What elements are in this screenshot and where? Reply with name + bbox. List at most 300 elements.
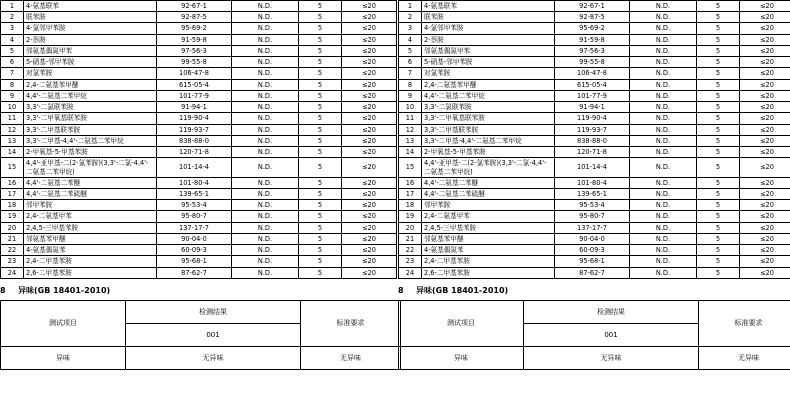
odor-header-result: 检测结果 bbox=[126, 300, 301, 323]
substance-name: 3,3'-二氯联苯胺 bbox=[24, 102, 157, 113]
standard-limit: ≤20 bbox=[740, 1, 790, 12]
test-result: N.D. bbox=[232, 158, 299, 177]
substance-name: 4,4'-二氨基二苯甲烷 bbox=[24, 90, 157, 101]
substance-name: 邻氨基苯甲醚 bbox=[24, 233, 157, 244]
standard-limit: ≤20 bbox=[342, 113, 397, 124]
substance-name: 3,3'-二甲基-4,4'-二氨基二苯甲烷 bbox=[422, 135, 555, 146]
standard-limit: ≤20 bbox=[740, 256, 790, 267]
standard-limit: ≤20 bbox=[740, 12, 790, 23]
cas-number: 139-65-1 bbox=[555, 188, 630, 199]
table-row bbox=[1, 188, 397, 199]
substance-name: 3,3'-二甲基联苯胺 bbox=[24, 124, 157, 135]
uncertainty: 5 bbox=[697, 158, 740, 177]
substance-name: 4-氯邻甲苯胺 bbox=[24, 23, 157, 34]
row-index: 4 bbox=[399, 34, 422, 45]
table-row bbox=[399, 102, 790, 113]
row-index: 10 bbox=[1, 102, 24, 113]
cas-number: 101-14-4 bbox=[555, 158, 630, 177]
table-row bbox=[1, 124, 397, 135]
standard-limit: ≤20 bbox=[342, 188, 397, 199]
test-result: N.D. bbox=[232, 34, 299, 45]
cas-number: 101-80-4 bbox=[157, 177, 232, 188]
table-row bbox=[399, 124, 790, 135]
row-index: 15 bbox=[399, 158, 422, 177]
cas-number: 95-80-7 bbox=[555, 211, 630, 222]
test-result: N.D. bbox=[232, 23, 299, 34]
uncertainty: 5 bbox=[697, 188, 740, 199]
table-row bbox=[399, 57, 790, 68]
substance-name: 3,3'-二氯联苯胺 bbox=[422, 102, 555, 113]
uncertainty: 5 bbox=[697, 68, 740, 79]
cas-number: 91-94-1 bbox=[555, 102, 630, 113]
test-result: N.D. bbox=[232, 256, 299, 267]
substance-name: 邻氨基偶氮甲苯 bbox=[422, 45, 555, 56]
table-row bbox=[399, 12, 790, 23]
row-index: 18 bbox=[1, 200, 24, 211]
test-result: N.D. bbox=[232, 79, 299, 90]
uncertainty: 5 bbox=[299, 135, 342, 146]
cas-number: 101-14-4 bbox=[157, 158, 232, 177]
cas-number: 97-56-3 bbox=[555, 45, 630, 56]
standard-limit: ≤20 bbox=[342, 177, 397, 188]
test-result: N.D. bbox=[630, 233, 697, 244]
standard-limit: ≤20 bbox=[740, 233, 790, 244]
table-row bbox=[399, 23, 790, 34]
odor-section-heading bbox=[398, 285, 783, 296]
standard-limit: ≤20 bbox=[740, 90, 790, 101]
substance-name: 2,4-二氨基甲苯 bbox=[24, 211, 157, 222]
uncertainty: 5 bbox=[697, 113, 740, 124]
uncertainty: 5 bbox=[299, 177, 342, 188]
standard-limit: ≤20 bbox=[342, 245, 397, 256]
standard-limit: ≤20 bbox=[342, 34, 397, 45]
uncertainty: 5 bbox=[697, 256, 740, 267]
row-index: 1 bbox=[399, 1, 422, 12]
substance-name: 4,4'-二氨基二苯硫醚 bbox=[24, 188, 157, 199]
table-row bbox=[399, 222, 790, 233]
odor-section-number: 8 bbox=[0, 285, 6, 295]
row-index: 6 bbox=[1, 57, 24, 68]
row-index: 8 bbox=[399, 79, 422, 90]
uncertainty: 5 bbox=[299, 23, 342, 34]
standard-limit: ≤20 bbox=[342, 57, 397, 68]
cas-number: 120-71-8 bbox=[157, 147, 232, 158]
standard-limit: ≤20 bbox=[740, 158, 790, 177]
substance-name: 邻氨基苯甲醚 bbox=[422, 233, 555, 244]
table-row bbox=[399, 267, 790, 278]
cas-number: 99-55-8 bbox=[555, 57, 630, 68]
table-row bbox=[1, 1, 397, 12]
substance-name: 4,4'-二氨基二苯甲烷 bbox=[422, 90, 555, 101]
table-row bbox=[399, 188, 790, 199]
substance-name: 4,4'-二氨基二苯醚 bbox=[24, 177, 157, 188]
standard-limit: ≤20 bbox=[740, 188, 790, 199]
cas-number: 615-05-4 bbox=[157, 79, 232, 90]
uncertainty: 5 bbox=[299, 233, 342, 244]
table-row bbox=[399, 158, 790, 177]
table-row bbox=[1, 177, 397, 188]
cas-number: 92-67-1 bbox=[157, 1, 232, 12]
test-result: N.D. bbox=[232, 68, 299, 79]
uncertainty: 5 bbox=[299, 79, 342, 90]
cas-number: 95-53-4 bbox=[555, 200, 630, 211]
odor-sample-id: 001 bbox=[126, 323, 301, 346]
odor-header-standard: 标准要求 bbox=[301, 300, 401, 346]
row-index: 19 bbox=[399, 211, 422, 222]
table-row bbox=[399, 113, 790, 124]
uncertainty: 5 bbox=[697, 200, 740, 211]
odor-header-result: 检测结果 bbox=[524, 300, 699, 323]
odor-header-item: 测试项目 bbox=[1, 300, 126, 346]
row-index: 3 bbox=[399, 23, 422, 34]
table-row bbox=[399, 233, 790, 244]
table-row bbox=[399, 177, 790, 188]
odor-section-heading bbox=[0, 285, 385, 296]
cas-number: 91-94-1 bbox=[157, 102, 232, 113]
row-index: 23 bbox=[399, 256, 422, 267]
cas-number: 90-04-0 bbox=[555, 233, 630, 244]
row-index: 11 bbox=[1, 113, 24, 124]
table-row bbox=[1, 34, 397, 45]
uncertainty: 5 bbox=[697, 245, 740, 256]
test-result: N.D. bbox=[232, 1, 299, 12]
standard-limit: ≤20 bbox=[342, 233, 397, 244]
test-result: N.D. bbox=[630, 1, 697, 12]
cas-number: 97-56-3 bbox=[157, 45, 232, 56]
standard-limit: ≤20 bbox=[740, 79, 790, 90]
cas-number: 90-04-0 bbox=[157, 233, 232, 244]
standard-limit: ≤20 bbox=[342, 12, 397, 23]
table-row bbox=[399, 45, 790, 56]
row-index: 12 bbox=[1, 124, 24, 135]
test-result: N.D. bbox=[630, 12, 697, 23]
test-result: N.D. bbox=[630, 34, 697, 45]
substance-name: 4,4'-二氨基二苯醚 bbox=[422, 177, 555, 188]
odor-sample-id: 001 bbox=[524, 323, 699, 346]
uncertainty: 5 bbox=[697, 102, 740, 113]
table-row bbox=[1, 256, 397, 267]
page-column-right bbox=[398, 0, 783, 400]
cas-number: 119-90-4 bbox=[555, 113, 630, 124]
uncertainty: 5 bbox=[697, 57, 740, 68]
table-row bbox=[1, 147, 397, 158]
substance-name: 4,4'-亚甲基-二(2-氯苯胺)(3,3'-二氯-4,4'-二氨基二苯甲烷) bbox=[24, 158, 157, 177]
row-index: 4 bbox=[1, 34, 24, 45]
cas-number: 95-80-7 bbox=[157, 211, 232, 222]
substance-name: 联苯胺 bbox=[422, 12, 555, 23]
substance-name: 邻甲苯胺 bbox=[422, 200, 555, 211]
uncertainty: 5 bbox=[697, 23, 740, 34]
test-result: N.D. bbox=[630, 177, 697, 188]
uncertainty: 5 bbox=[299, 113, 342, 124]
test-result: N.D. bbox=[630, 147, 697, 158]
substance-name: 2-甲氧基-5-甲基苯胺 bbox=[24, 147, 157, 158]
test-result: N.D. bbox=[630, 57, 697, 68]
odor-item-standard: 无异味 bbox=[699, 346, 790, 369]
row-index: 16 bbox=[399, 177, 422, 188]
cas-number: 101-77-9 bbox=[555, 90, 630, 101]
odor-data-row bbox=[1, 346, 401, 369]
row-index: 24 bbox=[399, 267, 422, 278]
row-index: 15 bbox=[1, 158, 24, 177]
odor-header-standard: 标准要求 bbox=[699, 300, 790, 346]
substance-name: 2,4-二氨基苯甲醚 bbox=[422, 79, 555, 90]
test-result: N.D. bbox=[232, 135, 299, 146]
substance-name: 2-萘胺 bbox=[422, 34, 555, 45]
substance-name: 3,3'-二甲氧基联苯胺 bbox=[24, 113, 157, 124]
table-row bbox=[1, 267, 397, 278]
substance-name: 4-氨基联苯 bbox=[24, 1, 157, 12]
table-row bbox=[1, 57, 397, 68]
test-result: N.D. bbox=[232, 147, 299, 158]
uncertainty: 5 bbox=[299, 1, 342, 12]
substance-name: 2,4,5-三甲基苯胺 bbox=[24, 222, 157, 233]
test-result: N.D. bbox=[232, 200, 299, 211]
uncertainty: 5 bbox=[697, 267, 740, 278]
uncertainty: 5 bbox=[299, 124, 342, 135]
table-row bbox=[1, 113, 397, 124]
standard-limit: ≤20 bbox=[740, 200, 790, 211]
standard-limit: ≤20 bbox=[740, 68, 790, 79]
row-index: 7 bbox=[1, 68, 24, 79]
row-index: 3 bbox=[1, 23, 24, 34]
cas-number: 87-62-7 bbox=[157, 267, 232, 278]
standard-limit: ≤20 bbox=[740, 245, 790, 256]
substance-name: 3,3'-二甲基联苯胺 bbox=[422, 124, 555, 135]
row-index: 2 bbox=[399, 12, 422, 23]
uncertainty: 5 bbox=[697, 147, 740, 158]
uncertainty: 5 bbox=[697, 135, 740, 146]
row-index: 20 bbox=[399, 222, 422, 233]
substance-name: 邻氨基偶氮甲苯 bbox=[24, 45, 157, 56]
table-row bbox=[1, 45, 397, 56]
odor-table-left bbox=[0, 300, 401, 370]
uncertainty: 5 bbox=[697, 124, 740, 135]
row-index: 14 bbox=[1, 147, 24, 158]
substance-name: 对氯苯胺 bbox=[422, 68, 555, 79]
odor-section-number: 8 bbox=[398, 285, 404, 295]
table-row bbox=[1, 90, 397, 101]
odor-section-title: 异味(GB 18401-2010) bbox=[416, 285, 509, 295]
table-row bbox=[399, 135, 790, 146]
uncertainty: 5 bbox=[697, 233, 740, 244]
standard-limit: ≤20 bbox=[740, 211, 790, 222]
odor-item-result: 无异味 bbox=[524, 346, 699, 369]
test-result: N.D. bbox=[630, 102, 697, 113]
table-row bbox=[1, 233, 397, 244]
cas-number: 95-69-2 bbox=[157, 23, 232, 34]
standard-limit: ≤20 bbox=[740, 267, 790, 278]
row-index: 13 bbox=[1, 135, 24, 146]
row-index: 5 bbox=[399, 45, 422, 56]
odor-header-row bbox=[399, 300, 790, 323]
odor-section-title: 异味(GB 18401-2010) bbox=[18, 285, 111, 295]
test-result: N.D. bbox=[630, 79, 697, 90]
uncertainty: 5 bbox=[697, 45, 740, 56]
test-result: N.D. bbox=[630, 23, 697, 34]
uncertainty: 5 bbox=[697, 79, 740, 90]
uncertainty: 5 bbox=[697, 222, 740, 233]
standard-limit: ≤20 bbox=[342, 211, 397, 222]
cas-number: 92-87-5 bbox=[157, 12, 232, 23]
odor-item-standard: 无异味 bbox=[301, 346, 401, 369]
cas-number: 838-88-0 bbox=[157, 135, 232, 146]
row-index: 14 bbox=[399, 147, 422, 158]
test-result: N.D. bbox=[232, 113, 299, 124]
test-result: N.D. bbox=[630, 113, 697, 124]
table-row bbox=[1, 79, 397, 90]
standard-limit: ≤20 bbox=[342, 1, 397, 12]
table-row bbox=[399, 147, 790, 158]
cas-number: 119-90-4 bbox=[157, 113, 232, 124]
table-row bbox=[1, 222, 397, 233]
cas-number: 60-09-3 bbox=[555, 245, 630, 256]
table-row bbox=[399, 1, 790, 12]
substance-name: 2-萘胺 bbox=[24, 34, 157, 45]
substance-name: 2,4,5-三甲基苯胺 bbox=[422, 222, 555, 233]
table-row bbox=[399, 90, 790, 101]
standard-limit: ≤20 bbox=[342, 79, 397, 90]
row-index: 21 bbox=[399, 233, 422, 244]
cas-number: 101-77-9 bbox=[157, 90, 232, 101]
substance-name: 4,4'-二氨基二苯硫醚 bbox=[422, 188, 555, 199]
substance-name: 联苯胺 bbox=[24, 12, 157, 23]
cas-number: 95-68-1 bbox=[157, 256, 232, 267]
substance-name: 2,4-二氨基苯甲醚 bbox=[24, 79, 157, 90]
uncertainty: 5 bbox=[299, 102, 342, 113]
row-index: 12 bbox=[399, 124, 422, 135]
cas-number: 119-93-7 bbox=[555, 124, 630, 135]
test-result: N.D. bbox=[232, 12, 299, 23]
row-index: 22 bbox=[399, 245, 422, 256]
cas-number: 91-59-8 bbox=[157, 34, 232, 45]
uncertainty: 5 bbox=[299, 188, 342, 199]
odor-item-result: 无异味 bbox=[126, 346, 301, 369]
standard-limit: ≤20 bbox=[342, 102, 397, 113]
row-index: 7 bbox=[399, 68, 422, 79]
row-index: 8 bbox=[1, 79, 24, 90]
test-result: N.D. bbox=[232, 102, 299, 113]
table-row bbox=[399, 200, 790, 211]
substance-name: 邻甲苯胺 bbox=[24, 200, 157, 211]
test-result: N.D. bbox=[232, 57, 299, 68]
test-result: N.D. bbox=[630, 245, 697, 256]
aromatic-amines-table-right bbox=[398, 0, 790, 279]
cas-number: 91-59-8 bbox=[555, 34, 630, 45]
test-result: N.D. bbox=[630, 267, 697, 278]
odor-item-label: 异味 bbox=[1, 346, 126, 369]
table-row bbox=[1, 135, 397, 146]
cas-number: 119-93-7 bbox=[157, 124, 232, 135]
uncertainty: 5 bbox=[697, 177, 740, 188]
page-column-left bbox=[0, 0, 385, 400]
aromatic-amines-table-body bbox=[399, 1, 790, 279]
row-index: 17 bbox=[1, 188, 24, 199]
standard-limit: ≤20 bbox=[342, 90, 397, 101]
standard-limit: ≤20 bbox=[740, 113, 790, 124]
cas-number: 87-62-7 bbox=[555, 267, 630, 278]
substance-name: 2,4-二甲基苯胺 bbox=[422, 256, 555, 267]
uncertainty: 5 bbox=[299, 57, 342, 68]
aromatic-amines-table-body bbox=[1, 1, 397, 279]
uncertainty: 5 bbox=[299, 68, 342, 79]
uncertainty: 5 bbox=[299, 256, 342, 267]
standard-limit: ≤20 bbox=[740, 177, 790, 188]
table-row bbox=[1, 68, 397, 79]
substance-name: 4-氨基联苯 bbox=[422, 1, 555, 12]
standard-limit: ≤20 bbox=[740, 124, 790, 135]
table-row bbox=[1, 211, 397, 222]
substance-name: 3,3'-二甲氧基联苯胺 bbox=[422, 113, 555, 124]
standard-limit: ≤20 bbox=[342, 158, 397, 177]
substance-name: 2,4-二氨基甲苯 bbox=[422, 211, 555, 222]
table-row bbox=[1, 102, 397, 113]
uncertainty: 5 bbox=[697, 1, 740, 12]
odor-header-row bbox=[1, 300, 401, 323]
substance-name: 4,4'-亚甲基-二(2-氯苯胺)(3,3'-二氯-4,4'-二氨基二苯甲烷) bbox=[422, 158, 555, 177]
uncertainty: 5 bbox=[299, 267, 342, 278]
standard-limit: ≤20 bbox=[342, 23, 397, 34]
row-index: 22 bbox=[1, 245, 24, 256]
uncertainty: 5 bbox=[299, 45, 342, 56]
row-index: 18 bbox=[399, 200, 422, 211]
table-row bbox=[399, 34, 790, 45]
substance-name: 4-氨基偶氮苯 bbox=[422, 245, 555, 256]
uncertainty: 5 bbox=[697, 34, 740, 45]
row-index: 21 bbox=[1, 233, 24, 244]
cas-number: 95-68-1 bbox=[555, 256, 630, 267]
test-result: N.D. bbox=[232, 124, 299, 135]
test-result: N.D. bbox=[232, 245, 299, 256]
cas-number: 95-53-4 bbox=[157, 200, 232, 211]
standard-limit: ≤20 bbox=[342, 256, 397, 267]
test-result: N.D. bbox=[630, 200, 697, 211]
standard-limit: ≤20 bbox=[740, 57, 790, 68]
row-index: 13 bbox=[399, 135, 422, 146]
row-index: 23 bbox=[1, 256, 24, 267]
odor-table-right bbox=[398, 300, 790, 370]
uncertainty: 5 bbox=[299, 90, 342, 101]
cas-number: 139-65-1 bbox=[157, 188, 232, 199]
uncertainty: 5 bbox=[299, 245, 342, 256]
test-result: N.D. bbox=[630, 158, 697, 177]
uncertainty: 5 bbox=[299, 34, 342, 45]
uncertainty: 5 bbox=[299, 158, 342, 177]
table-row bbox=[1, 23, 397, 34]
test-result: N.D. bbox=[630, 188, 697, 199]
substance-name: 2-甲氧基-5-甲基苯胺 bbox=[422, 147, 555, 158]
standard-limit: ≤20 bbox=[342, 45, 397, 56]
cas-number: 92-67-1 bbox=[555, 1, 630, 12]
odor-data-row bbox=[399, 346, 790, 369]
test-result: N.D. bbox=[630, 124, 697, 135]
substance-name: 5-硝基-邻甲苯胺 bbox=[24, 57, 157, 68]
standard-limit: ≤20 bbox=[342, 135, 397, 146]
table-row bbox=[1, 158, 397, 177]
standard-limit: ≤20 bbox=[740, 135, 790, 146]
test-result: N.D. bbox=[232, 233, 299, 244]
table-row bbox=[1, 245, 397, 256]
test-result: N.D. bbox=[630, 90, 697, 101]
table-row bbox=[399, 79, 790, 90]
row-index: 10 bbox=[399, 102, 422, 113]
test-result: N.D. bbox=[232, 90, 299, 101]
table-row bbox=[399, 245, 790, 256]
standard-limit: ≤20 bbox=[342, 68, 397, 79]
row-index: 2 bbox=[1, 12, 24, 23]
cas-number: 106-47-8 bbox=[555, 68, 630, 79]
substance-name: 5-硝基-邻甲苯胺 bbox=[422, 57, 555, 68]
